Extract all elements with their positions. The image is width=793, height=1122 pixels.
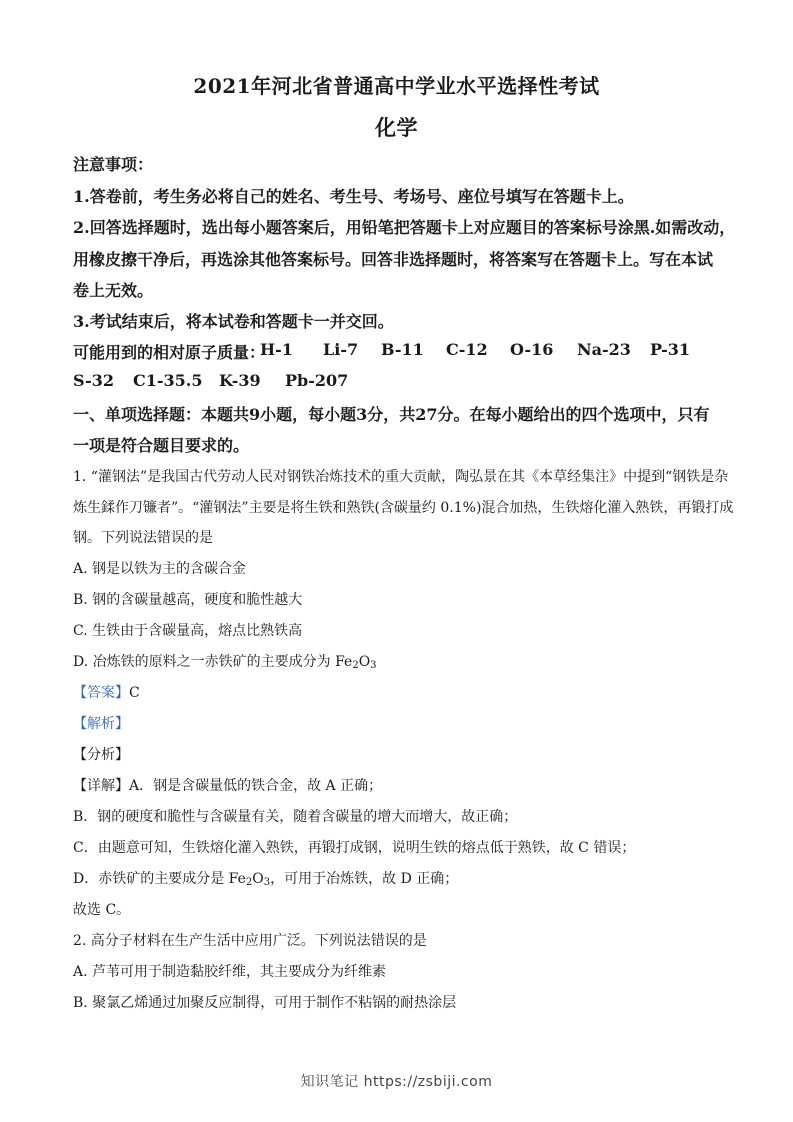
q1-detail-line-4-text: D．赤铁矿的主要成分是 Fe [73, 871, 246, 887]
q1-option-d-oxygen: O [358, 654, 371, 670]
answer-value: C [129, 685, 140, 701]
atomic-mass-item: P-31 [650, 340, 691, 359]
q2-option-b: B. 聚氯乙烯通过加聚反应制得，可用于制作不粘锅的耐热涂层 [73, 995, 457, 1011]
q1-stem-line-3: 钢。下列说法错误的是 [73, 530, 213, 546]
q2-stem: 2. 高分子材料在生产生活中应用广泛。下列说法错误的是 [73, 933, 427, 949]
q1-stem-line-1: 1. “灌钢法”是我国古代劳动人民对钢铁冶炼技术的重大贡献，陶弘景在其《本草经集注》中提到“钢铁是杂 [73, 469, 729, 485]
q1-detail-line-2: B．钢的硬度和脆性与含碳量有关，随着含碳量的增大而增大，故正确； [73, 809, 518, 825]
atomic-mass-item: Na-23 [577, 340, 631, 359]
q1-option-a: A. 钢是以铁为主的含碳合金 [73, 561, 247, 577]
q1-conclusion: 故选 C。 [73, 902, 131, 918]
notice-item-2-line-3: 卷上无效。 [73, 281, 154, 300]
q1-fenxi-label: 【分析】 [73, 747, 129, 763]
atomic-mass-item: S-32 [73, 371, 115, 390]
q1-option-d [73, 651, 377, 671]
subscript: 2 [352, 660, 359, 671]
q1-stem-line-2: 炼生鍒作刀镰者”。“灌钢法”主要是将生铁和熟铁(含碳量约 0.1%)混合加热，生铁熔化灌入熟铁，再锻打成 [73, 500, 734, 516]
notice-item-2-line-1: 2.回答选择题时，选出每小题答案后，用铅笔把答题卡上对应题目的答案标号涂黑.如需改动， [73, 218, 736, 237]
notice-item-2-line-2: 用橡皮擦干净后，再选涂其他答案标号。回答非选择题时，将答案写在答题卡上。写在本试 [73, 250, 714, 269]
atomic-mass-item: Li-7 [323, 340, 359, 359]
footer-watermark: 知识笔记 https://zsbiji.com [300, 1074, 493, 1090]
q1-analysis-label: 【解析】 [73, 716, 129, 732]
atomic-mass-item: H-1 [260, 340, 293, 359]
atomic-mass-item: K-39 [219, 371, 261, 390]
notice-item-3: 3.考试结束后，将本试卷和答题卡一并交回。 [73, 312, 394, 331]
exam-title: 2021年河北省普通高中学业水平选择性考试 [193, 74, 600, 98]
atomic-mass-item: C-12 [446, 340, 488, 359]
answer-label: 【答案】 [73, 685, 129, 701]
atomic-mass-item: Pb-207 [285, 371, 349, 390]
notice-heading: 注意事项： [73, 155, 154, 174]
atomic-mass-label: 可能用到的相对原子质量： [73, 343, 266, 362]
q1-detail-line-4 [73, 868, 458, 888]
q1-detail-line-1: 【详解】A．钢是含碳量低的铁合金，故 A 正确； [73, 778, 383, 794]
q1-answer [73, 682, 140, 702]
q1-option-b: B. 钢的含碳量越高，硬度和脆性越大 [73, 592, 303, 608]
q1-detail-line-4-oxygen: O [252, 871, 264, 887]
section-1-heading-line-2: 一项是符合题目要求的。 [73, 436, 250, 455]
atomic-mass-item: O-16 [510, 340, 554, 359]
section-1-heading-line-1: 一、单项选择题：本题共9小题，每小题3分，共27分。在每小题给出的四个选项中，只有 [73, 405, 710, 424]
notice-item-1: 1.答卷前，考生务必将自己的姓名、考生号、考场号、座位号填写在答题卡上。 [73, 187, 634, 206]
atomic-mass-item: B-11 [381, 340, 424, 359]
q1-option-c: C. 生铁由于含碳量高，熔点比熟铁高 [73, 623, 303, 639]
atomic-mass-item: C1-35.5 [133, 371, 203, 390]
q1-detail-line-3: C．由题意可知，生铁熔化灌入熟铁，再锻打成钢，说明生铁的熔点低于熟铁，故 C 错误； [73, 840, 636, 856]
q1-option-d-text: D. 冶炼铁的原料之一赤铁矿的主要成分为 Fe [73, 654, 353, 670]
q1-detail-line-4-suffix: ，可用于冶炼铁，故 D 正确； [270, 871, 459, 887]
subscript: 2 [245, 877, 253, 888]
subscript: 3 [263, 877, 271, 888]
exam-subject: 化学 [375, 115, 418, 140]
q2-option-a: A. 芦苇可用于制造黏胶纤维，其主要成分为纤维素 [73, 964, 387, 980]
subscript: 3 [370, 660, 377, 671]
